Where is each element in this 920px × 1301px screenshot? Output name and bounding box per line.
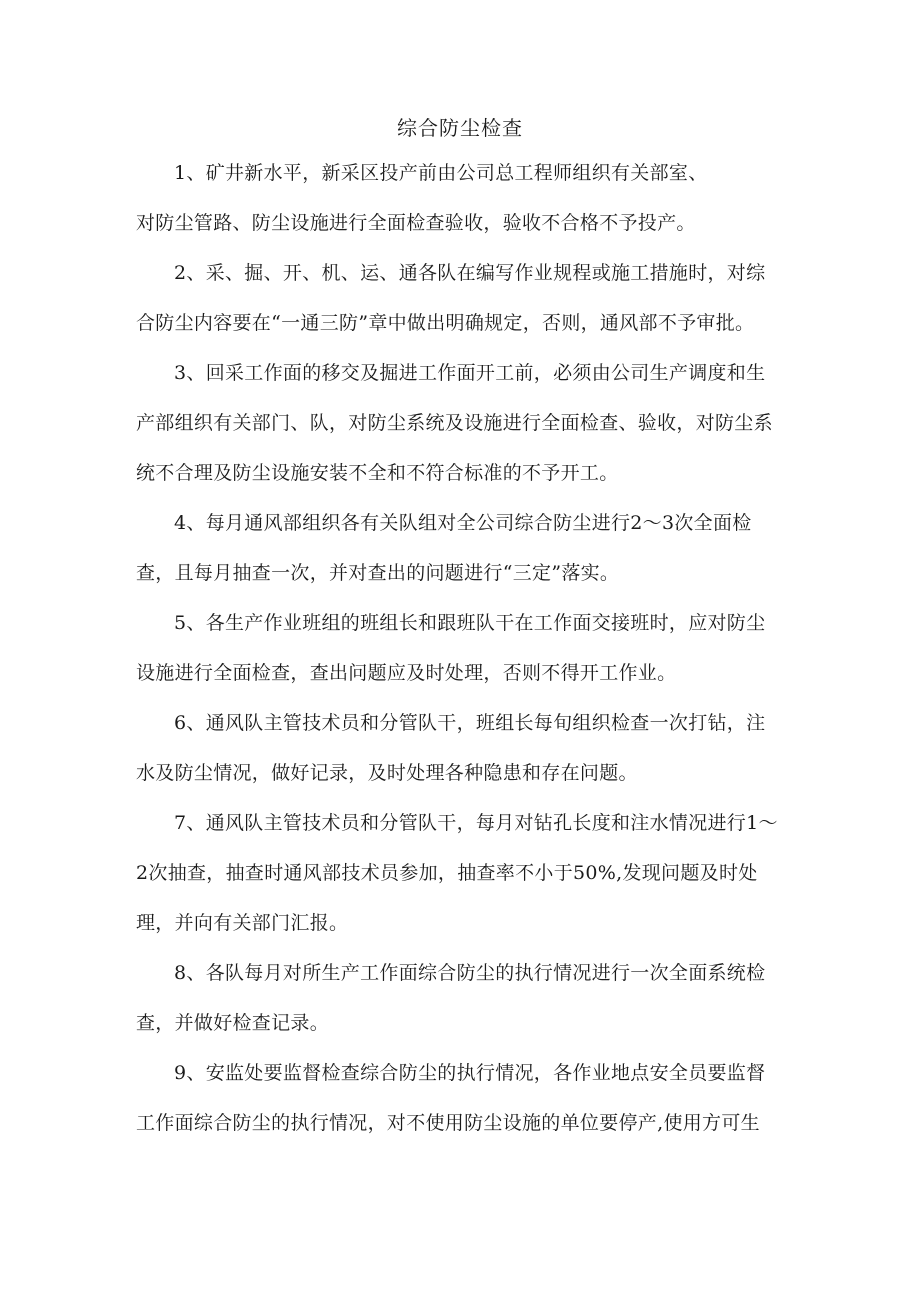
paragraph-3-line-3: 统不合理及防尘设施安装不全和不符合标准的不予开工。 — [136, 462, 619, 484]
paragraph-5-line-1: 5、各生产作业班组的班组长和跟班队干在工作面交接班时，应对防尘 — [174, 612, 766, 634]
paragraph-3-line-1: 3、回采工作面的移交及掘进工作面开工前，必须由公司生产调度和生 — [174, 362, 766, 384]
paragraph-9-line-2: 工作面综合防尘的执行情况，对不使用防尘设施的单位要停产,使用方可生 — [136, 1112, 760, 1134]
paragraph-3-line-2: 产部组织有关部门、队，对防尘系统及设施进行全面检查、验收，对防尘系 — [136, 412, 773, 434]
paragraph-2-line-2: 合防尘内容要在“一通三防”章中做出明确规定，否则，通风部不予审批。 — [136, 312, 755, 334]
paragraph-6-line-2: 水及防尘情况，做好记录，及时处理各种隐患和存在问题。 — [136, 762, 638, 784]
paragraph-7-line-1: 7、通风队主管技术员和分管队干，每月对钻孔长度和注水情况进行1〜 — [174, 812, 778, 834]
paragraph-1-line-2: 对防尘管路、防尘设施进行全面检查验收，验收不合格不予投产。 — [136, 212, 696, 234]
document-body — [136, 160, 796, 1160]
paragraph-1-line-1: 1、矿井新水平，新采区投产前由公司总工程师组织有关部室、 — [174, 162, 708, 184]
paragraph-4-line-2: 查，且每月抽查一次，并对查出的问题进行“三定”落实。 — [136, 562, 620, 584]
paragraph-7-line-3: 理，并向有关部门汇报。 — [136, 912, 349, 934]
paragraph-2-line-1: 2、采、掘、开、机、运、通各队在编写作业规程或施工措施时，对综 — [174, 262, 766, 284]
paragraph-7-line-2: 2次抽查，抽查时通风部技术员参加，抽查率不小于50%,发现问题及时处 — [136, 862, 758, 884]
paragraph-4-line-1: 4、每月通风部组织各有关队组对全公司综合防尘进行2〜3次全面检 — [174, 512, 752, 534]
paragraph-8-line-2: 查，并做好检查记录。 — [136, 1012, 330, 1034]
document-title: 综合防尘检查 — [397, 116, 523, 140]
paragraph-6-line-1: 6、通风队主管技术员和分管队干，班组长每旬组织检查一次打钻，注 — [174, 712, 766, 734]
paragraph-5-line-2: 设施进行全面检查，查出问题应及时处理，否则不得开工作业。 — [136, 662, 677, 684]
paragraph-8-line-1: 8、各队每月对所生产工作面综合防尘的执行情况进行一次全面系统检 — [174, 962, 766, 984]
paragraph-9-line-1: 9、安监处要监督检查综合防尘的执行情况，各作业地点安全员要监督 — [174, 1062, 766, 1084]
